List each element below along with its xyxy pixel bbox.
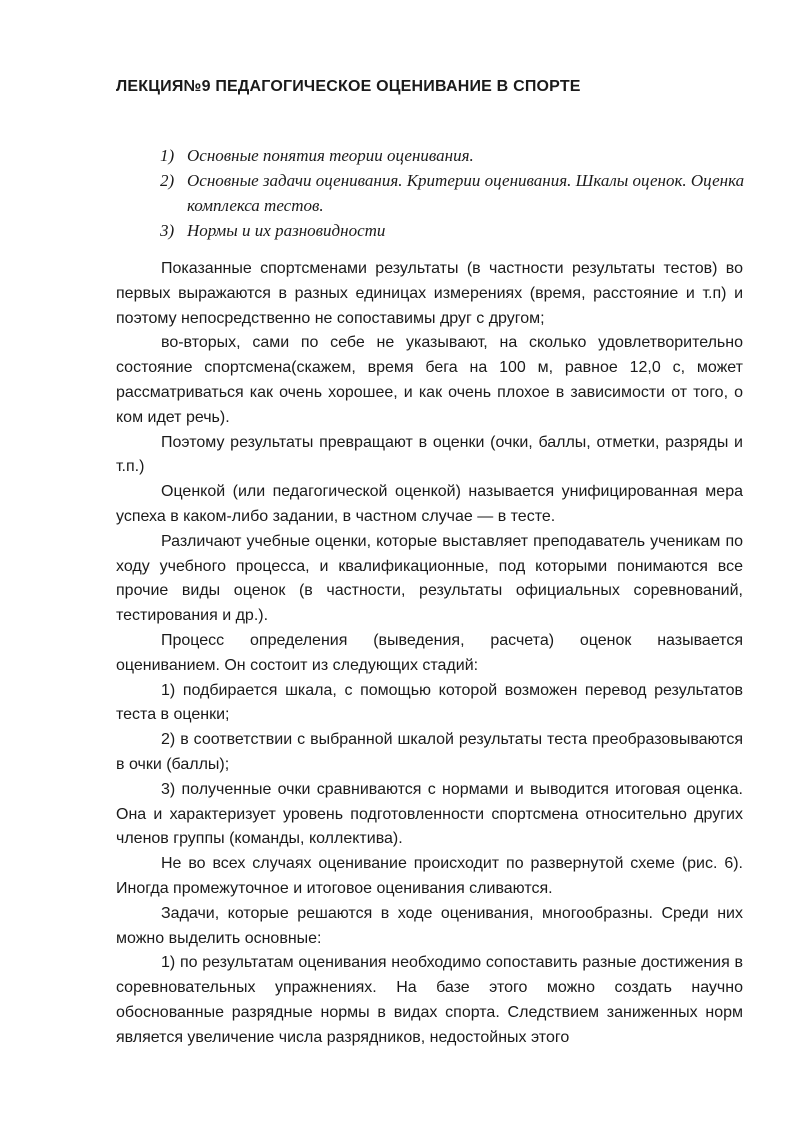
paragraph: Процесс определения (выведения, расчета) оценок называется оцениванием. Он состоит из следующих стадий: — [116, 631, 743, 674]
page-title: ЛЕКЦИЯ№9 ПЕДАГОГИЧЕСКОЕ ОЦЕНИВАНИЕ В СПОРТЕ — [116, 78, 581, 95]
outline-text: Основные задачи оценивания. Критерии оценивания. Шкалы оценок. Оценка комплекса тестов. — [187, 171, 745, 215]
outline-item — [160, 218, 760, 243]
paragraph: 3) полученные очки сравниваются с нормами и выводится итоговая оценка. Она и характеризует уровень подготовленности спортсмена относительно других членов группы (команды, коллектива). — [116, 780, 743, 848]
paragraph: 2) в соответствии с выбранной шкалой результаты теста преобразовываются в очки (баллы); — [116, 731, 743, 773]
paragraph: Задачи, которые решаются в ходе оценивания, многообразны. Среди них можно выделить основные: — [116, 904, 743, 947]
paragraph: Не во всех случаях оценивание происходит по развернутой схеме (рис. 6). Иногда промежуточное и итоговое оценивания сливаются. — [116, 855, 743, 897]
paragraph: Показанные спортсменами результаты (в частности результаты тестов) во первых выражаются в разных единицах измерениях (время, расстояние и т.п) и поэтому непосредственно не сопоставимы друг с другом; — [116, 260, 743, 327]
paragraph: во-вторых, сами по себе не указывают, на сколько удовлетворительно состояние спортсмена(скажем, время бега на 100 м, равное 12,0 с, может рассматриваться как очень хорошее, и как очень плохое в зависимости от того, о ком идет речь). — [116, 334, 743, 426]
body-text — [116, 257, 743, 1051]
outline-text: Основные понятия теории оценивания. — [187, 146, 474, 165]
paragraph: Оценкой (или педагогической оценкой) называется унифицированная мера успеха в каком-либо задании, в частном случае — в тесте. — [116, 483, 743, 525]
paragraph: 1) подбирается шкала, с помощью которой возможен перевод результатов теста в оценки; — [116, 681, 743, 724]
outline-number: 2) — [160, 171, 175, 190]
paragraph: Различают учебные оценки, которые выставляет преподаватель ученикам по ходу учебного процесса, и квалификационные, под которыми понимаются все прочие виды оценок (в частности, результаты официальных соревнований, тестирования и др.). — [116, 532, 743, 625]
lecture-outline — [160, 143, 760, 243]
outline-item — [160, 168, 760, 218]
outline-number: 3) — [160, 221, 175, 240]
outline-text: Нормы и их разновидности — [187, 221, 386, 240]
paragraph: Поэтому результаты превращают в оценки (очки, баллы, отметки, разряды и т.п.) — [116, 433, 743, 476]
outline-item — [160, 143, 760, 168]
outline-number: 1) — [160, 146, 175, 165]
paragraph: 1) по результатам оценивания необходимо сопоставить разные достижения в соревновательных упражнениях. На базе этого можно создать научно обоснованные разрядные нормы в видах спорта. Следствием заниженных норм является увеличение числа разрядников, недостойных этого — [116, 954, 743, 1046]
